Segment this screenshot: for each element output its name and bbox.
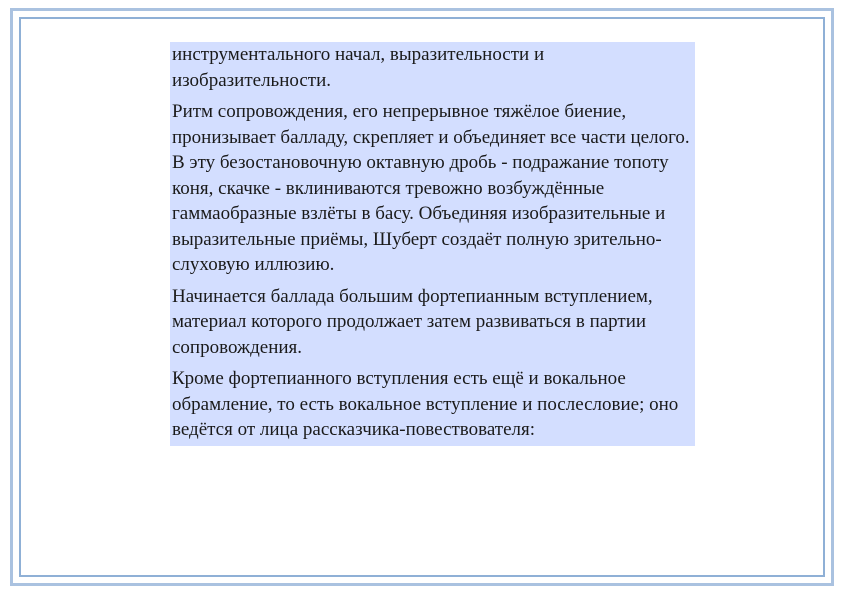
paragraph-3: Начинается баллада большим фортепианным вступлением, материал которого продолжает затем развиваться в партии сопровождения. <box>172 285 653 358</box>
text-block <box>170 42 695 446</box>
paragraph-2: Ритм сопровождения, его непрерывное тяжёлое биение, пронизывает балладу, скрепляет и объединяет все части целого. В эту безостановочную октавную дробь - подражание топоту коня, скачке - вклиниваются тревожно возбуждённые гаммаобразные взлёты в басу. Объединяя изобразительные и выразительные приёмы, Шуберт создаёт полную зрительно-слуховую иллюзию. <box>172 101 690 275</box>
paragraph-4: Кроме фортепианного вступления есть ещё и вокальное обрамление, то есть вокальное вступление и послесловие; оно ведётся от лица рассказчика-повествователя: <box>172 368 679 440</box>
paragraph-1: инструментального начал, выразительности и изобразительности. <box>172 44 545 91</box>
